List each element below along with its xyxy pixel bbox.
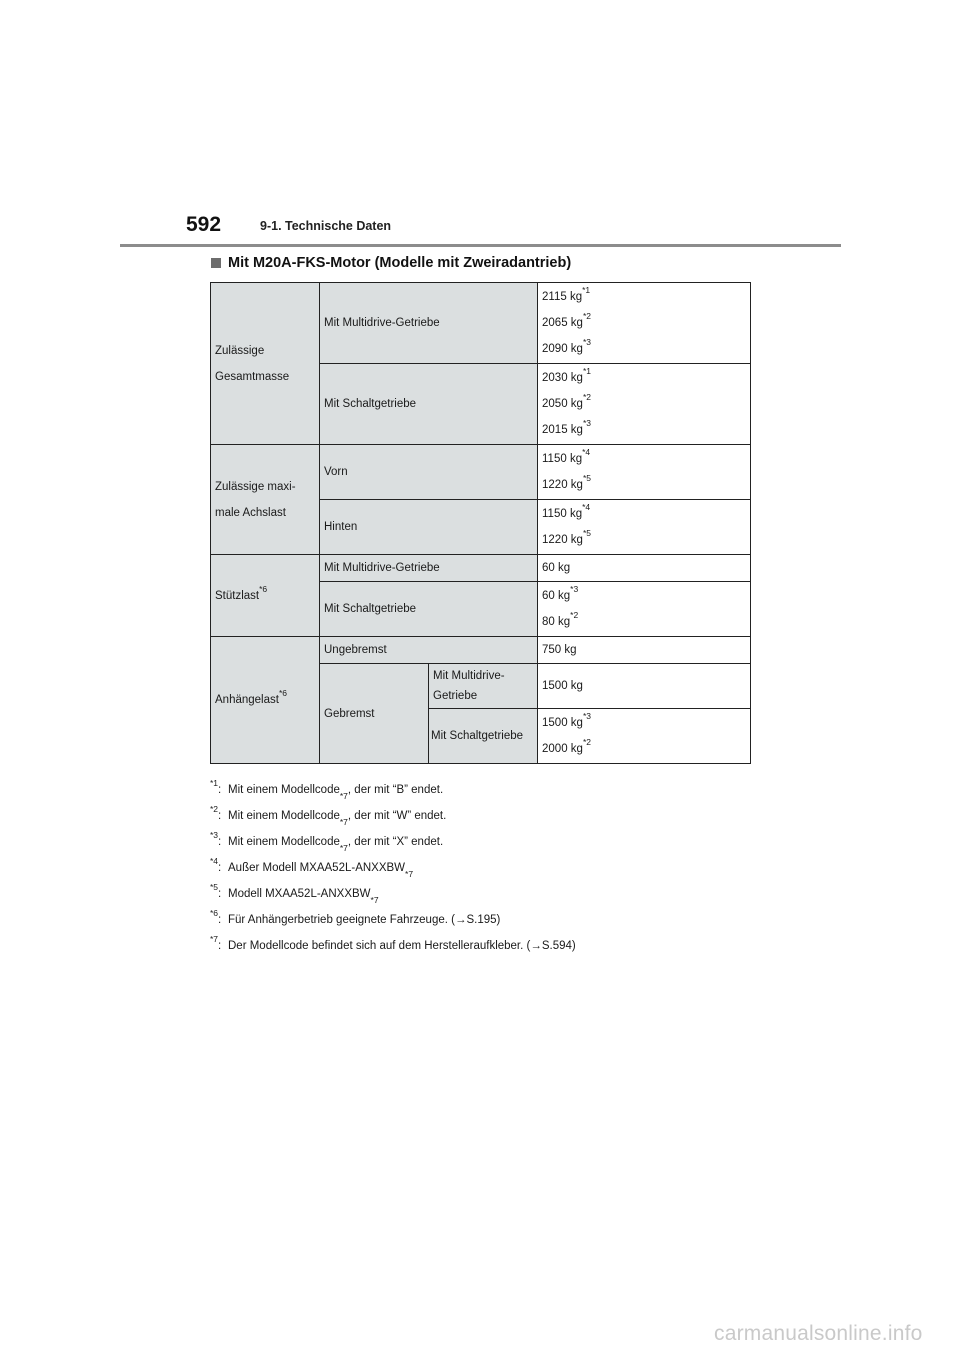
footnote: $^{*3}$: Mit einem Modellcode *7 , der mit “X” endet.: [210, 830, 444, 853]
row-header-stuetzlast: Stützlast$^{*6}$: [211, 555, 320, 637]
value-cell: 2115 $kg^{*1}$ 2065 $kg^{*2}$ 2090 $kg^{*3}$: [538, 283, 751, 364]
table-row: [211, 637, 751, 664]
header-divider: [120, 244, 841, 247]
table-row: [211, 445, 751, 500]
value-cell: 1500 $kg^{*3}$ 2000 $kg^{*2}$: [538, 709, 751, 764]
row-header-anhaengelast: Anhängelast$^{*6}$: [211, 637, 320, 764]
section-title: Mit M20A-FKS-Motor (Modelle mit Zweiradantrieb): [228, 255, 572, 271]
value-cell: 2030 $kg^{*1}$ 2050 $kg^{*2}$ 2015 $kg^{*3}$: [538, 364, 751, 445]
footnote: $^{*2}$: Mit einem Modellcode *7 , der mit “W” endet.: [210, 804, 447, 827]
value-cell: 750 kg: [538, 637, 751, 664]
section-heading: [211, 255, 571, 271]
subheader-ungebremst: Ungebremst: [320, 637, 538, 664]
subheader-schaltgetriebe: Mit Schaltgetriebe: [320, 364, 538, 445]
footnotes: [210, 770, 770, 952]
subheader-multidrive: Mit Multidrive-Getriebe: [320, 555, 538, 582]
footnote: $^{*5}$: Modell MXAA52L-ANXXBW *7: [210, 882, 379, 905]
watermark: carmanualsonline.info: [714, 1322, 923, 1345]
table-row: [211, 283, 751, 364]
value-cell: 60 $kg^{*3}$ 80 $kg^{*2}$: [538, 582, 751, 637]
footnote: $^{*6}$: Für Anhängerbetrieb geeignete Fahrzeuge. (→S.195): [210, 908, 501, 926]
table-row: [211, 555, 751, 582]
subheader-schaltgetriebe: Mit Schaltgetriebe: [429, 709, 538, 764]
value-cell: 60 kg: [538, 555, 751, 582]
row-header-achslast: Zulässige maxi- male Achslast: [211, 445, 320, 555]
footnote: $^{*4}$: Außer Modell MXAA52L-ANXXBW *7: [210, 856, 414, 879]
value-cell: 1150 $kg^{*4}$ 1220 $kg^{*5}$: [538, 500, 751, 555]
page-number: 592: [186, 213, 222, 236]
chapter-title: 9-1. Technische Daten: [260, 219, 392, 233]
subheader-hinten: Hinten: [320, 500, 538, 555]
subheader-vorn: Vorn: [320, 445, 538, 500]
footnote: $^{*7}$: Der Modellcode befindet sich auf dem Herstelleraufkleber. (→S.594): [210, 934, 576, 952]
specification-table: [210, 282, 751, 764]
value-cell: 1150 $kg^{*4}$ 1220 $kg^{*5}$: [538, 445, 751, 500]
subheader-multidrive: Mit Multidrive-Getriebe: [320, 283, 538, 364]
subheader-schaltgetriebe: Mit Schaltgetriebe: [320, 582, 538, 637]
footnote: $^{*1}$: Mit einem Modellcode *7 , der mit “B” endet.: [210, 778, 444, 801]
square-bullet-icon: [211, 258, 221, 268]
value-cell: 1500 kg: [538, 664, 751, 709]
row-header-gesamtmasse: Zulässige Gesamtmasse: [211, 283, 320, 445]
subheader-multidrive: Mit Multidrive- Getriebe: [429, 664, 538, 709]
subheader-gebremst: Gebremst: [320, 664, 429, 764]
